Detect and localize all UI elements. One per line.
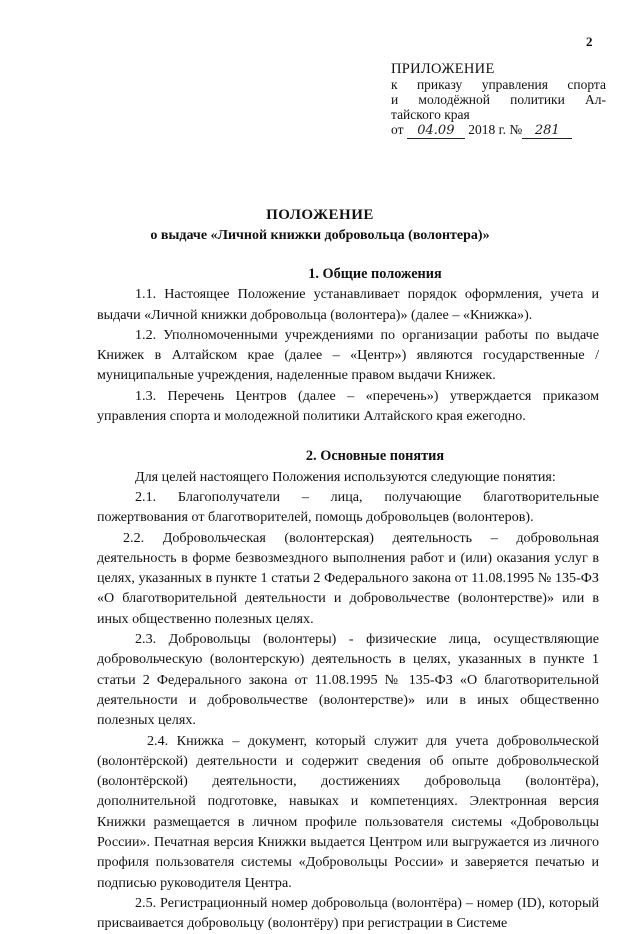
paragraph-2-intro: Для целей настоящего Положения используются следующие понятия: [135,468,556,485]
page-number: 2 [586,34,593,49]
appendix-block [391,62,606,139]
paragraph-1-1: 1.1. Настоящее Положение устанавливает порядок оформления, учета и выдачи «Личной книжки добровольца (волонтера)» (далее – «Книжка»). [97,286,599,323]
year-text: 2018 г. [468,122,506,137]
appendix-line-1: к приказу управления спорта [391,77,606,92]
document-body [97,264,599,934]
appendix-line-2: и молодёжной политики Ал- [391,92,606,107]
paragraph-2-2: 2.2. Добровольческая (волонтерская) деятельность – добровольная деятельность в форме безвозмездного выполнения работ и (или) оказания услуг в целях, указанных в пункте 1 статьи 2 Федерального закона от 11.08.1995 № 135-ФЗ «О благотворительной деятельности и добровольчестве (волонтерстве)» или в иных общественно полезных целях. [97,529,599,627]
paragraph-2-5: 2.5. Регистрационный номер добровольца (волонтёра) – номер (ID), который присваивается добровольцу (волонтёру) при регистрации в Системе [97,894,599,932]
handwritten-number: 281 [522,123,572,139]
section-1-heading: 1. Общие положения [308,266,442,282]
paragraph-2-1: 2.1. Благополучатели – лица, получающие благотворительные пожертвования от благотворителей, помощь добровольцев (волонтеров). [97,488,599,526]
document-title: ПОЛОЖЕНИЕ [266,207,374,223]
number-prefix: № [509,122,523,137]
paragraph-1-3: 1.3. Перечень Центров (далее – «перечень») утверждается приказом управления спорта и молодежной политики Алтайского края ежегодно. [97,387,599,425]
document-subtitle: о выдаче «Личной книжки добровольца (волонтера)» [150,228,490,243]
appendix-line-3: тайского края [391,107,470,122]
appendix-date-line [391,122,606,139]
date-prefix: от [391,122,404,137]
handwritten-date: 04.09 [407,123,465,139]
appendix-title: ПРИЛОЖЕНИЕ [391,61,495,77]
paragraph-1-2: 1.2. Уполномоченными учреждениями по организации работы по выдаче Книжек в Алтайском крае (далее – «Центр») являются государственные /муниципальные учреждения, наделенные правом выдачи Книжек. [97,326,599,384]
section-2-heading: 2. Основные понятия [305,448,445,465]
paragraph-2-4: 2.4. Книжка – документ, который служит для учета добровольческой (волонтёрской) деятельности и содержит сведения об опыте добровольческой (волонтёрской) деятельности, достижениях добровольца (волонтёра), дополнительной подготовке, навыках и компетенциях. Электронная версия Книжки размещается в личном профиле пользователя системы «Добровольцы России». Печатная версия Книжки выдается Центром или выгружается из личного профиля пользователя системы «Добровольцы России» и заверяется печатью и подписью руководителя Центра. [97,732,599,891]
paragraph-2-3: 2.3. Добровольцы (волонтеры) - физические лица, осуществляющие добровольческую (волонтерскую) деятельность в целях, указанных в пункте 1 статьи 2 Федерального закона от 11.08.1995 № 135-ФЗ «О благотворительной деятельности и добровольчестве (волонтерстве)» или в иных общественно полезных целях. [97,631,599,729]
